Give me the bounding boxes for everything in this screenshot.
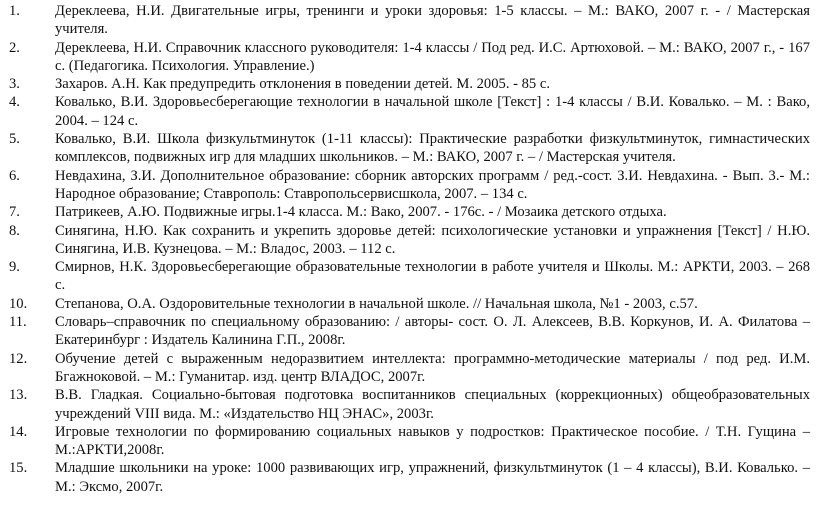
reference-text: Дереклеева, Н.И. Двигательные игры, тренинги и уроки здоровья: 1-5 классы. – М.: ВАКО, 2007 г. - / Мастерская учителя.: [55, 3, 810, 38]
reference-number: 6.: [9, 167, 20, 184]
reference-number: 11.: [9, 314, 27, 331]
reference-item: [9, 167, 810, 204]
reference-text: В.В. Гладкая. Социально-бытовая подготовка воспитанников специальных (коррекционных) общеобразовательных учреждений VIII вида. М.: «Издательство НЦ ЭНАС», 2003г.: [55, 387, 810, 422]
reference-item: [9, 423, 810, 460]
reference-list: [9, 2, 810, 496]
reference-number: 1.: [9, 3, 20, 19]
reference-item: [9, 93, 810, 130]
reference-number: 2.: [9, 39, 20, 56]
reference-number: 9.: [9, 259, 20, 276]
reference-item: [9, 350, 810, 387]
reference-text: Синягина, Н.Ю. Как сохранить и укрепить здоровье детей: психологические установки и упражнения [Текст] / Н.Ю. Синягина, И.В. Кузнецова. – М.: Владос, 2003. – 112 с.: [55, 222, 810, 257]
reference-item: [9, 313, 810, 350]
reference-item: [9, 75, 810, 93]
reference-item: [9, 258, 810, 295]
reference-text: Патрикеев, А.Ю. Подвижные игры.1-4 класса. М.: Вако, 2007. - 176с. - / Мозаика детского отдыха.: [55, 204, 667, 221]
reference-number: 14.: [9, 423, 28, 440]
reference-item: [9, 459, 810, 496]
reference-text: Обучение детей с выраженным недоразвитием интеллекта: программно-методические материалы / под ред. И.М. Бгажноковой. – М.: Гуманитар. изд. центр ВЛАДОС, 2007г.: [55, 350, 810, 385]
reference-item: [9, 130, 810, 167]
reference-number: 12.: [9, 350, 28, 367]
reference-text: Словарь–справочник по специальному образованию: / авторы- сост. О. Л. Алексеев, В.В. Коркунов, И. А. Филатова – Екатеринбург : Издатель Калинина Г.П., 2008г.: [55, 314, 810, 349]
reference-item: [9, 386, 810, 423]
reference-number: 13.: [9, 387, 28, 404]
reference-text: Ковалько, В.И. Здоровьесберегающие технологии в начальной школе [Текст] : 1-4 классы / В.И. Ковалько. – М. : Вако, 2004. – 124 с.: [55, 94, 810, 129]
reference-text: Степанова, О.А. Оздоровительные технологии в начальной школе. // Начальная школа, №1 - 2003, с.57.: [55, 295, 698, 312]
reference-item: [9, 39, 810, 76]
reference-item: [9, 2, 810, 39]
reference-number: 3.: [9, 76, 20, 93]
reference-text: Ковалько, В.И. Школа физкультминуток (1-11 классы): Практические разработки физкультминуток, гимнастических комплексов, подвижных игр для младших школьников. – М.: ВАКО, 2007 г. – / Мастерская учителя.: [55, 131, 810, 166]
reference-text: Смирнов, Н.К. Здоровьесберегающие образовательные технологии в работе учителя и Школы. М.: АРКТИ, 2003. – 268 с.: [55, 259, 810, 294]
reference-text: Дереклеева, Н.И. Справочник классного руководителя: 1-4 классы / Под ред. И.С. Артюховой. – М.: ВАКО, 2007 г., - 167 с. (Педагогика. Психология. Управление.): [55, 39, 810, 74]
reference-number: 7.: [9, 204, 20, 221]
reference-text: Младшие школьники на уроке: 1000 развивающих игр, упражнений, физкультминуток (1 – 4 классы), В.И. Ковалько. – М.: Эксмо, 2007г.: [55, 460, 810, 495]
reference-item: [9, 222, 810, 259]
reference-number: 4.: [9, 94, 20, 111]
reference-number: 5.: [9, 131, 20, 148]
reference-number: 10.: [9, 295, 28, 312]
reference-text: Игровые технологии по формированию социальных навыков у подростков: Практическое пособие. / Т.Н. Гущина – М.:АРКТИ,2008г.: [55, 423, 810, 459]
reference-number: 8.: [9, 222, 20, 239]
reference-text: Захаров. А.Н. Как предупредить отклонения в поведении детей. М. 2005. - 85 с.: [55, 76, 550, 93]
reference-number: 15.: [9, 460, 28, 477]
reference-item: [9, 295, 810, 313]
reference-item: [9, 203, 810, 221]
reference-text: Невдахина, З.И. Дополнительное образование: сборник авторских программ / ред.-сост. З.И. Невдахина. - Вып. 3.- М.: Народное образование; Ставрополь: Ставропольсервисшкола, 2007. – 134 с.: [55, 167, 810, 202]
